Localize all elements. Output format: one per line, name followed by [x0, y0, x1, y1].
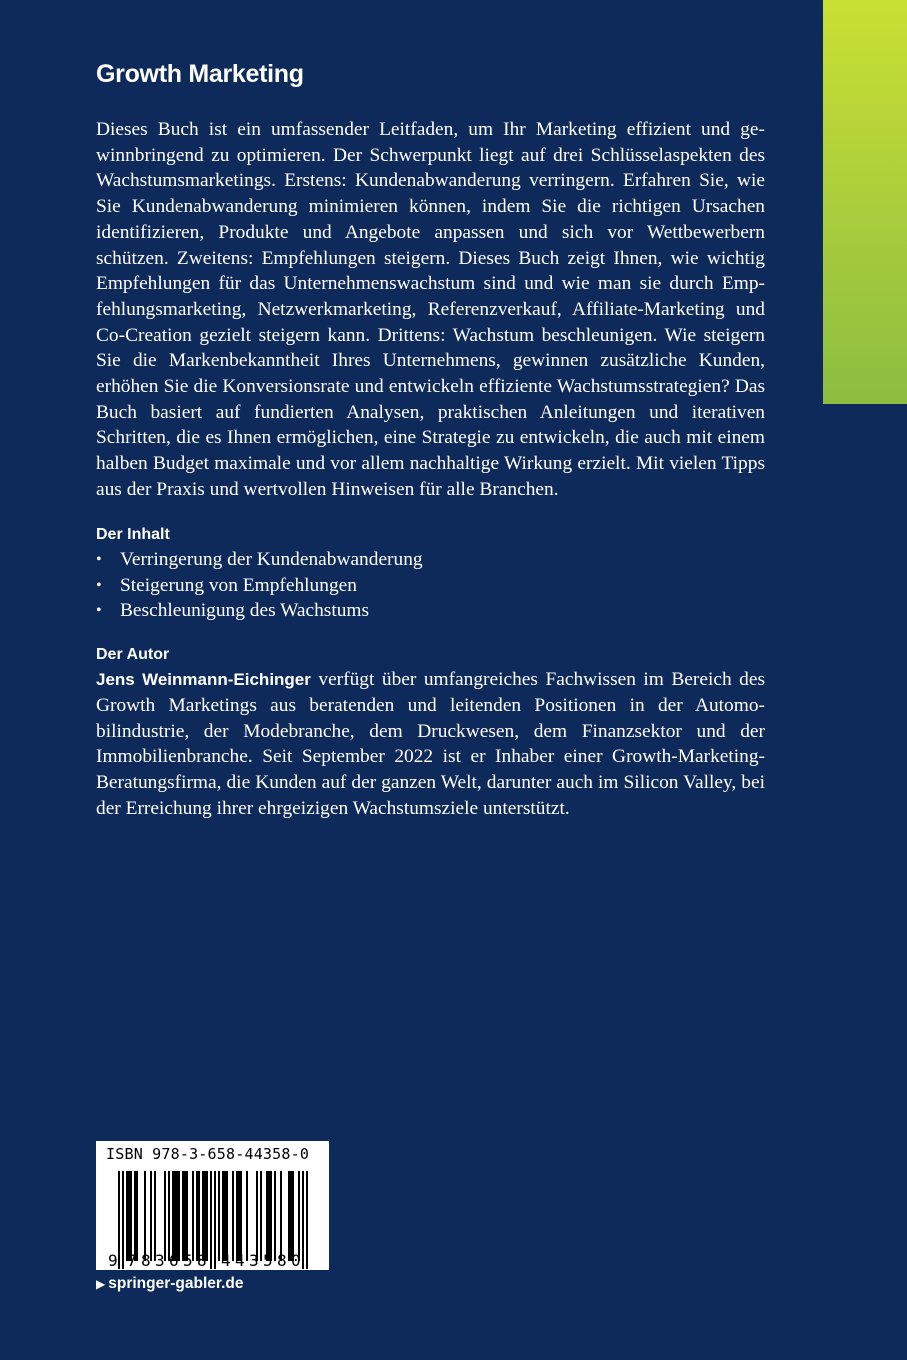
website-url: springer-gabler.de	[108, 1275, 244, 1292]
barcode-bar	[260, 1171, 262, 1261]
barcode-bar	[238, 1171, 240, 1261]
barcode-bar	[154, 1171, 156, 1261]
barcode-bar	[204, 1171, 206, 1261]
barcode-bar	[218, 1171, 220, 1261]
barcode-bar	[172, 1171, 174, 1261]
barcode-bar	[232, 1171, 234, 1261]
barcode-bar	[174, 1171, 176, 1261]
barcode-bar	[246, 1171, 248, 1261]
barcode-bar	[214, 1171, 216, 1269]
barcode-graphic	[96, 1141, 329, 1270]
barcode-digit: 0	[291, 1251, 301, 1270]
barcode-digit: 9	[108, 1251, 118, 1270]
barcode-bar	[192, 1171, 194, 1261]
barcode-digit: 4	[221, 1251, 231, 1270]
barcode-bar	[126, 1171, 128, 1261]
barcode-bar	[182, 1171, 184, 1261]
list-item	[96, 547, 423, 573]
barcode-digit: 8	[277, 1251, 287, 1270]
barcode-bar	[306, 1171, 308, 1269]
bullet-icon: •	[96, 576, 102, 594]
barcode-bar	[118, 1171, 120, 1269]
barcode-bar	[240, 1171, 242, 1261]
barcode-digit: 8	[197, 1251, 207, 1270]
barcode-bar	[274, 1171, 276, 1261]
barcode-bar	[224, 1171, 226, 1261]
play-arrow-icon: ▶	[96, 1277, 106, 1291]
barcode-digit: 3	[249, 1251, 259, 1270]
barcode-bar	[150, 1171, 152, 1261]
barcode-bar	[302, 1171, 304, 1269]
barcode-bar	[164, 1171, 166, 1261]
barcode-bar	[202, 1171, 204, 1261]
contents-item-label: Beschleunigung des Wachstums	[120, 600, 370, 621]
barcode-digit: 3	[155, 1251, 165, 1270]
barcode-bar	[236, 1171, 238, 1261]
bullet-icon: •	[96, 602, 102, 619]
barcode-bar	[122, 1171, 124, 1269]
author-paragraph	[96, 667, 765, 822]
contents-item-label: Steigerung von Empfehlungen	[120, 574, 357, 596]
barcode-bar	[268, 1171, 270, 1261]
barcode-bar	[136, 1171, 138, 1261]
barcode-bar	[184, 1171, 186, 1261]
barcode-bar	[270, 1171, 272, 1261]
author-bio: verfügt über umfangreiches Fachwissen im Bereich des Growth Marketings aus beratenden und leitenden Positionen in der Automobilindustrie, der Modebranche, dem Druckwesen, dem Finanzsektor und der Immobilienbranche. Seit September 2022 ist er Inhaber einer Growth-Marketing-Beratungsfirma, die Kunden auf der ganzen Welt, darunter auch im Silicon Valley, bei der Erreichung ihrer ehrgeizigen Wachstumsziele unterstützt.	[96, 669, 766, 819]
barcode-bar	[206, 1171, 208, 1261]
book-description: Dieses Buch ist ein umfassender Leitfaden, um Ihr Marketing effizient und gewinnbringend zu optimieren. Der Schwerpunkt liegt auf drei Schlüsselaspekten des Wachstumsmarketings. Erstens: Kundenabwanderung verringern. Erfahren Sie, wie Sie Kundenabwanderung minimieren können, indem Sie die richtigen Ursachen identifizieren, Produkte und Angebote anpassen und sich vor Wettbewerbern schützen. Zweitens: Empfehlungen steigern. Dieses Buch zeigt Ihnen, wie wichtig Empfehlungen für das Unternehmenswachstum sind und wie man sie durch Empfehlungsmarketing, Netzwerkmarketing, Referenzverkauf, Affiliate-Marketing und Co-Creation gezielt steigern kann. Drittens: Wachstum beschleunigen. Wie steigern Sie die Markenbekanntheit Ihres Unternehmens, gewinnen zusätzliche Kunden, erhöhen Sie die Konversionsrate und entwickeln effiziente Wachstumsstrategien? Das Buch basiert auf fundierten Analysen, praktischen Anleitungen und iterativen Schritten, die es Ihnen ermöglichen, eine Strategie zu entwickeln, die auch mit einem halben Budget maximale und vor allem nachhaltige Wirkung erzielt. Mit vielen Tipps aus der Praxis und wertvollen Hinweisen für alle Branchen.	[96, 119, 765, 500]
website-link[interactable]	[96, 1275, 243, 1293]
isbn-label: ISBN 978-3-658-44358-0	[106, 1145, 310, 1163]
barcode-bar	[130, 1171, 132, 1261]
barcode-bar	[128, 1171, 130, 1261]
barcode-bar	[176, 1171, 178, 1261]
isbn-barcode	[96, 1141, 329, 1270]
barcode-bar	[210, 1171, 212, 1269]
barcode-digit: 4	[235, 1251, 245, 1270]
barcode-bar	[222, 1171, 224, 1261]
barcode-digit: 6	[169, 1251, 179, 1270]
barcode-bar	[196, 1171, 198, 1261]
book-title: Growth Marketing	[96, 60, 304, 88]
barcode-bar	[134, 1171, 136, 1261]
contents-item-label: Verringerung der Kundenabwanderung	[120, 549, 423, 570]
barcode-bar	[288, 1171, 290, 1261]
accent-color-bar	[823, 0, 907, 404]
barcode-bar	[178, 1171, 180, 1261]
author-name: Jens Weinmann-Eichinger	[96, 670, 311, 689]
barcode-bar	[168, 1171, 170, 1261]
contents-list	[96, 547, 423, 624]
bullet-icon: •	[96, 551, 102, 568]
barcode-bar	[226, 1171, 228, 1261]
barcode-digit: 5	[263, 1251, 273, 1270]
barcode-bar	[290, 1171, 292, 1261]
contents-heading: Der Inhalt	[96, 526, 170, 543]
author-heading: Der Autor	[96, 646, 170, 663]
barcode-digit: 7	[127, 1251, 137, 1270]
barcode-bar	[266, 1171, 268, 1261]
barcode-bar	[298, 1171, 300, 1261]
barcode-bar	[198, 1171, 200, 1261]
list-item	[96, 598, 423, 624]
barcode-bar	[280, 1171, 282, 1261]
barcode-bar	[144, 1171, 146, 1261]
barcode-digit: 5	[183, 1251, 193, 1270]
barcode-bar	[186, 1171, 188, 1261]
list-item	[96, 573, 423, 599]
barcode-bar	[292, 1171, 294, 1261]
barcode-bar	[256, 1171, 258, 1261]
barcode-digit: 8	[141, 1251, 151, 1270]
